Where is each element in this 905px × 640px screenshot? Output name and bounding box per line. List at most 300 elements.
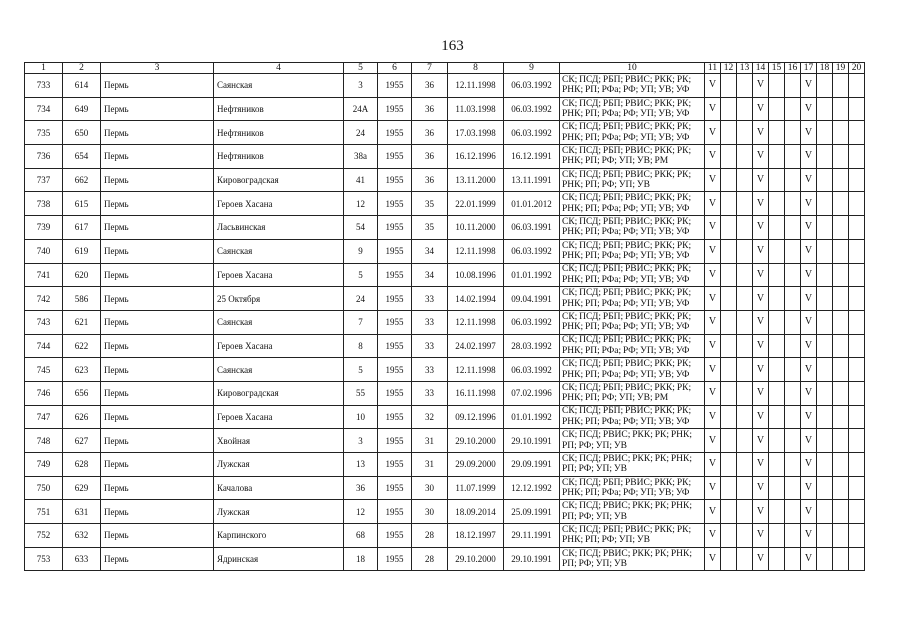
mark-cell-19: [833, 310, 849, 334]
date-cell-9: 09.04.1991: [504, 287, 560, 311]
street-cell: Героев Хасана: [214, 192, 344, 216]
mark-cell-19: [833, 287, 849, 311]
mark-cell-18: [817, 358, 833, 382]
value-cell: 34: [412, 239, 448, 263]
mark-cell-16: [785, 524, 801, 548]
mark-cell-18: [817, 216, 833, 240]
date-cell-9: 29.09.1991: [504, 453, 560, 477]
value-cell: 33: [412, 358, 448, 382]
table-row: [25, 310, 865, 334]
street-cell: Лужская: [214, 453, 344, 477]
mark-cell-12: [721, 168, 737, 192]
house-number-cell: 7: [344, 310, 378, 334]
mark-cell-11: V: [705, 145, 721, 169]
date-cell-8: 10.08.1996: [448, 263, 504, 287]
mark-cell-14: V: [753, 287, 769, 311]
row-number-cell: 746: [25, 381, 63, 405]
mark-cell-16: [785, 547, 801, 571]
house-number-cell: 38а: [344, 145, 378, 169]
mark-cell-19: [833, 334, 849, 358]
mark-cell-17: V: [801, 334, 817, 358]
mark-cell-14: V: [753, 239, 769, 263]
city-cell: Пермь: [101, 500, 214, 524]
mark-cell-14: V: [753, 121, 769, 145]
mark-cell-12: [721, 405, 737, 429]
mark-cell-14: V: [753, 310, 769, 334]
work-codes-cell: СК; ПСД; РБП; РВИС; РКК; РК; РНК; РП; РФа; РФ; УП; УВ; УФ: [560, 192, 705, 216]
mark-cell-19: [833, 97, 849, 121]
mark-cell-17: V: [801, 547, 817, 571]
row-number-cell: 738: [25, 192, 63, 216]
mark-cell-13: [737, 524, 753, 548]
row-number-cell: 753: [25, 547, 63, 571]
mark-cell-18: [817, 524, 833, 548]
column-header-11: 11: [705, 63, 721, 74]
mark-cell-20: [849, 358, 865, 382]
table-row: [25, 547, 865, 571]
mark-cell-11: V: [705, 334, 721, 358]
build-year-cell: 1955: [378, 97, 412, 121]
build-year-cell: 1955: [378, 216, 412, 240]
work-codes-cell: СК; ПСД; РВИС; РКК; РК; РНК; РП; РФ; УП; УВ: [560, 547, 705, 571]
mark-cell-16: [785, 381, 801, 405]
record-id-cell: 619: [63, 239, 101, 263]
date-cell-8: 18.09.2014: [448, 500, 504, 524]
mark-cell-16: [785, 121, 801, 145]
city-cell: Пермь: [101, 524, 214, 548]
mark-cell-20: [849, 145, 865, 169]
build-year-cell: 1955: [378, 121, 412, 145]
mark-cell-15: [769, 310, 785, 334]
street-cell: Нефтяников: [214, 145, 344, 169]
house-number-cell: 55: [344, 381, 378, 405]
city-cell: Пермь: [101, 334, 214, 358]
column-header-8: 8: [448, 63, 504, 74]
mark-cell-11: V: [705, 121, 721, 145]
table-header: [25, 63, 865, 74]
mark-cell-15: [769, 547, 785, 571]
street-cell: Качалова: [214, 476, 344, 500]
mark-cell-11: V: [705, 310, 721, 334]
mark-cell-14: V: [753, 500, 769, 524]
date-cell-8: 12.11.1998: [448, 358, 504, 382]
record-id-cell: 654: [63, 145, 101, 169]
date-cell-9: 07.02.1996: [504, 381, 560, 405]
table-row: [25, 500, 865, 524]
value-cell: 31: [412, 429, 448, 453]
value-cell: 36: [412, 168, 448, 192]
mark-cell-20: [849, 381, 865, 405]
mark-cell-19: [833, 239, 849, 263]
mark-cell-20: [849, 405, 865, 429]
mark-cell-14: V: [753, 476, 769, 500]
column-header-19: 19: [833, 63, 849, 74]
page-number: 163: [441, 38, 464, 54]
work-codes-cell: СК; ПСД; РБП; РВИС; РКК; РК; РНК; РП; РФа; РФ; УП; УВ; УФ: [560, 358, 705, 382]
mark-cell-16: [785, 145, 801, 169]
work-codes-cell: СК; ПСД; РВИС; РКК; РК; РНК; РП; РФ; УП; УВ: [560, 429, 705, 453]
city-cell: Пермь: [101, 192, 214, 216]
mark-cell-11: V: [705, 263, 721, 287]
mark-cell-14: V: [753, 429, 769, 453]
mark-cell-18: [817, 453, 833, 477]
mark-cell-20: [849, 476, 865, 500]
mark-cell-19: [833, 405, 849, 429]
value-cell: 36: [412, 97, 448, 121]
value-cell: 36: [412, 145, 448, 169]
row-number-cell: 743: [25, 310, 63, 334]
city-cell: Пермь: [101, 310, 214, 334]
street-cell: Лужская: [214, 500, 344, 524]
mark-cell-13: [737, 287, 753, 311]
date-cell-9: 01.01.2012: [504, 192, 560, 216]
mark-cell-15: [769, 239, 785, 263]
build-year-cell: 1955: [378, 334, 412, 358]
mark-cell-14: V: [753, 524, 769, 548]
mark-cell-16: [785, 287, 801, 311]
value-cell: 36: [412, 121, 448, 145]
street-cell: Героев Хасана: [214, 263, 344, 287]
record-id-cell: 586: [63, 287, 101, 311]
mark-cell-12: [721, 310, 737, 334]
work-codes-cell: СК; ПСД; РБП; РВИС; РКК; РК; РНК; РП; РФ; УП; УВ: [560, 168, 705, 192]
mark-cell-19: [833, 145, 849, 169]
mark-cell-12: [721, 192, 737, 216]
mark-cell-13: [737, 97, 753, 121]
mark-cell-13: [737, 429, 753, 453]
mark-cell-12: [721, 524, 737, 548]
record-id-cell: 621: [63, 310, 101, 334]
mark-cell-20: [849, 334, 865, 358]
mark-cell-13: [737, 476, 753, 500]
city-cell: Пермь: [101, 287, 214, 311]
mark-cell-16: [785, 476, 801, 500]
work-codes-cell: СК; ПСД; РБП; РВИС; РКК; РК; РНК; РП; РФа; РФ; УП; УВ; УФ: [560, 476, 705, 500]
house-number-cell: 9: [344, 239, 378, 263]
column-header-2: 2: [63, 63, 101, 74]
record-id-cell: 620: [63, 263, 101, 287]
table-row: [25, 145, 865, 169]
city-cell: Пермь: [101, 429, 214, 453]
house-number-cell: 24: [344, 121, 378, 145]
date-cell-9: 12.12.1992: [504, 476, 560, 500]
street-cell: Саянская: [214, 358, 344, 382]
record-id-cell: 631: [63, 500, 101, 524]
build-year-cell: 1955: [378, 405, 412, 429]
house-number-cell: 8: [344, 334, 378, 358]
row-number-cell: 734: [25, 97, 63, 121]
column-header-13: 13: [737, 63, 753, 74]
mark-cell-17: V: [801, 524, 817, 548]
street-cell: Нефтяников: [214, 97, 344, 121]
mark-cell-13: [737, 216, 753, 240]
mark-cell-16: [785, 405, 801, 429]
mark-cell-19: [833, 74, 849, 98]
mark-cell-19: [833, 500, 849, 524]
mark-cell-11: V: [705, 524, 721, 548]
work-codes-cell: СК; ПСД; РВИС; РКК; РК; РНК; РП; РФ; УП; УВ: [560, 500, 705, 524]
date-cell-8: 16.12.1996: [448, 145, 504, 169]
date-cell-8: 29.10.2000: [448, 429, 504, 453]
record-id-cell: 617: [63, 216, 101, 240]
date-cell-9: 06.03.1992: [504, 358, 560, 382]
mark-cell-11: V: [705, 381, 721, 405]
house-number-cell: 18: [344, 547, 378, 571]
record-id-cell: 615: [63, 192, 101, 216]
house-number-cell: 68: [344, 524, 378, 548]
mark-cell-16: [785, 216, 801, 240]
city-cell: Пермь: [101, 476, 214, 500]
mark-cell-20: [849, 310, 865, 334]
street-cell: Ласьвинская: [214, 216, 344, 240]
table-row: [25, 358, 865, 382]
mark-cell-18: [817, 74, 833, 98]
street-cell: Кировоградская: [214, 381, 344, 405]
date-cell-8: 18.12.1997: [448, 524, 504, 548]
date-cell-8: 22.01.1999: [448, 192, 504, 216]
mark-cell-11: V: [705, 168, 721, 192]
column-header-10: 10: [560, 63, 705, 74]
row-number-cell: 751: [25, 500, 63, 524]
house-number-cell: 3: [344, 429, 378, 453]
mark-cell-14: V: [753, 145, 769, 169]
mark-cell-18: [817, 381, 833, 405]
street-cell: Героев Хасана: [214, 334, 344, 358]
record-id-cell: 628: [63, 453, 101, 477]
mark-cell-12: [721, 429, 737, 453]
mark-cell-15: [769, 476, 785, 500]
row-number-cell: 749: [25, 453, 63, 477]
row-number-cell: 750: [25, 476, 63, 500]
column-header-18: 18: [817, 63, 833, 74]
mark-cell-18: [817, 239, 833, 263]
mark-cell-20: [849, 239, 865, 263]
house-number-cell: 12: [344, 500, 378, 524]
value-cell: 34: [412, 263, 448, 287]
mark-cell-15: [769, 97, 785, 121]
date-cell-8: 12.11.1998: [448, 74, 504, 98]
mark-cell-18: [817, 168, 833, 192]
mark-cell-18: [817, 192, 833, 216]
mark-cell-13: [737, 381, 753, 405]
mark-cell-12: [721, 239, 737, 263]
mark-cell-15: [769, 216, 785, 240]
street-cell: Ядринская: [214, 547, 344, 571]
date-cell-8: 13.11.2000: [448, 168, 504, 192]
date-cell-9: 29.10.1991: [504, 547, 560, 571]
date-cell-9: 06.03.1991: [504, 216, 560, 240]
record-id-cell: 649: [63, 97, 101, 121]
mark-cell-17: V: [801, 358, 817, 382]
date-cell-8: 09.12.1996: [448, 405, 504, 429]
table-row: [25, 97, 865, 121]
mark-cell-15: [769, 263, 785, 287]
date-cell-9: 28.03.1992: [504, 334, 560, 358]
mark-cell-16: [785, 239, 801, 263]
column-header-5: 5: [344, 63, 378, 74]
house-number-cell: 54: [344, 216, 378, 240]
mark-cell-13: [737, 334, 753, 358]
work-codes-cell: СК; ПСД; РБП; РВИС; РКК; РК; РНК; РП; РФа; РФ; УП; УВ; УФ: [560, 239, 705, 263]
record-id-cell: 626: [63, 405, 101, 429]
mark-cell-17: V: [801, 121, 817, 145]
table-row: [25, 334, 865, 358]
work-codes-cell: СК; ПСД; РБП; РВИС; РКК; РК; РНК; РП; РФа; РФ; УП; УВ; УФ: [560, 310, 705, 334]
row-number-cell: 741: [25, 263, 63, 287]
mark-cell-15: [769, 192, 785, 216]
column-header-17: 17: [801, 63, 817, 74]
table-row: [25, 476, 865, 500]
value-cell: 35: [412, 192, 448, 216]
mark-cell-20: [849, 168, 865, 192]
mark-cell-17: V: [801, 310, 817, 334]
build-year-cell: 1955: [378, 453, 412, 477]
mark-cell-19: [833, 429, 849, 453]
mark-cell-17: V: [801, 287, 817, 311]
house-number-cell: 5: [344, 263, 378, 287]
build-year-cell: 1955: [378, 547, 412, 571]
work-codes-cell: СК; ПСД; РБП; РВИС; РКК; РК; РНК; РП; РФа; РФ; УП; УВ; УФ: [560, 287, 705, 311]
mark-cell-12: [721, 453, 737, 477]
value-cell: 33: [412, 310, 448, 334]
mark-cell-11: V: [705, 97, 721, 121]
mark-cell-20: [849, 429, 865, 453]
row-number-cell: 745: [25, 358, 63, 382]
record-id-cell: 623: [63, 358, 101, 382]
mark-cell-12: [721, 216, 737, 240]
mark-cell-16: [785, 192, 801, 216]
table-row: [25, 429, 865, 453]
street-cell: 25 Октября: [214, 287, 344, 311]
mark-cell-16: [785, 168, 801, 192]
city-cell: Пермь: [101, 239, 214, 263]
mark-cell-16: [785, 97, 801, 121]
mark-cell-12: [721, 74, 737, 98]
mark-cell-19: [833, 168, 849, 192]
mark-cell-20: [849, 500, 865, 524]
mark-cell-15: [769, 453, 785, 477]
mark-cell-11: V: [705, 405, 721, 429]
mark-cell-13: [737, 358, 753, 382]
city-cell: Пермь: [101, 145, 214, 169]
mark-cell-11: V: [705, 287, 721, 311]
date-cell-8: 14.02.1994: [448, 287, 504, 311]
row-number-cell: 737: [25, 168, 63, 192]
street-cell: Саянская: [214, 239, 344, 263]
mark-cell-12: [721, 145, 737, 169]
mark-cell-12: [721, 263, 737, 287]
build-year-cell: 1955: [378, 429, 412, 453]
city-cell: Пермь: [101, 381, 214, 405]
record-id-cell: 633: [63, 547, 101, 571]
row-number-cell: 735: [25, 121, 63, 145]
mark-cell-17: V: [801, 168, 817, 192]
work-codes-cell: СК; ПСД; РБП; РВИС; РКК; РК; РНК; РП; РФа; РФ; УП; УВ; УФ: [560, 334, 705, 358]
mark-cell-17: V: [801, 476, 817, 500]
date-cell-9: 06.03.1992: [504, 310, 560, 334]
table-row: [25, 192, 865, 216]
column-header-16: 16: [785, 63, 801, 74]
mark-cell-13: [737, 453, 753, 477]
date-cell-8: 17.03.1998: [448, 121, 504, 145]
mark-cell-20: [849, 524, 865, 548]
mark-cell-18: [817, 334, 833, 358]
city-cell: Пермь: [101, 358, 214, 382]
table-row: [25, 168, 865, 192]
mark-cell-13: [737, 192, 753, 216]
mark-cell-12: [721, 381, 737, 405]
row-number-cell: 736: [25, 145, 63, 169]
street-cell: Саянская: [214, 310, 344, 334]
value-cell: 33: [412, 381, 448, 405]
mark-cell-17: V: [801, 405, 817, 429]
street-cell: Героев Хасана: [214, 405, 344, 429]
mark-cell-19: [833, 524, 849, 548]
mark-cell-19: [833, 121, 849, 145]
mark-cell-12: [721, 476, 737, 500]
date-cell-9: 01.01.1992: [504, 405, 560, 429]
date-cell-9: 06.03.1992: [504, 97, 560, 121]
mark-cell-16: [785, 500, 801, 524]
mark-cell-19: [833, 216, 849, 240]
build-year-cell: 1955: [378, 500, 412, 524]
city-cell: Пермь: [101, 74, 214, 98]
build-year-cell: 1955: [378, 310, 412, 334]
street-cell: Кировоградская: [214, 168, 344, 192]
mark-cell-14: V: [753, 97, 769, 121]
mark-cell-15: [769, 121, 785, 145]
row-number-cell: 744: [25, 334, 63, 358]
row-number-cell: 742: [25, 287, 63, 311]
work-codes-cell: СК; ПСД; РБП; РВИС; РКК; РК; РНК; РП; РФа; РФ; УП; УВ; УФ: [560, 216, 705, 240]
mark-cell-18: [817, 263, 833, 287]
date-cell-8: 24.02.1997: [448, 334, 504, 358]
mark-cell-18: [817, 310, 833, 334]
work-codes-cell: СК; ПСД; РБП; РВИС; РКК; РК; РНК; РП; РФа; РФ; УП; УВ; УФ: [560, 121, 705, 145]
city-cell: Пермь: [101, 121, 214, 145]
mark-cell-16: [785, 74, 801, 98]
mark-cell-18: [817, 405, 833, 429]
mark-cell-11: V: [705, 216, 721, 240]
column-header-9: 9: [504, 63, 560, 74]
value-cell: 30: [412, 476, 448, 500]
row-number-cell: 733: [25, 74, 63, 98]
value-cell: 35: [412, 216, 448, 240]
column-header-15: 15: [769, 63, 785, 74]
date-cell-8: 11.03.1998: [448, 97, 504, 121]
mark-cell-17: V: [801, 453, 817, 477]
mark-cell-15: [769, 381, 785, 405]
value-cell: 33: [412, 287, 448, 311]
mark-cell-13: [737, 168, 753, 192]
house-number-cell: 41: [344, 168, 378, 192]
city-cell: Пермь: [101, 216, 214, 240]
column-header-3: 3: [101, 63, 214, 74]
build-year-cell: 1955: [378, 192, 412, 216]
mark-cell-20: [849, 453, 865, 477]
work-codes-cell: СК; ПСД; РБП; РВИС; РКК; РК; РНК; РП; РФа; РФ; УП; УВ; УФ: [560, 97, 705, 121]
header-row: [25, 63, 865, 74]
mark-cell-13: [737, 74, 753, 98]
city-cell: Пермь: [101, 453, 214, 477]
mark-cell-12: [721, 287, 737, 311]
date-cell-9: 06.03.1992: [504, 74, 560, 98]
mark-cell-20: [849, 74, 865, 98]
mark-cell-12: [721, 358, 737, 382]
mark-cell-17: V: [801, 145, 817, 169]
mark-cell-11: V: [705, 453, 721, 477]
mark-cell-19: [833, 547, 849, 571]
